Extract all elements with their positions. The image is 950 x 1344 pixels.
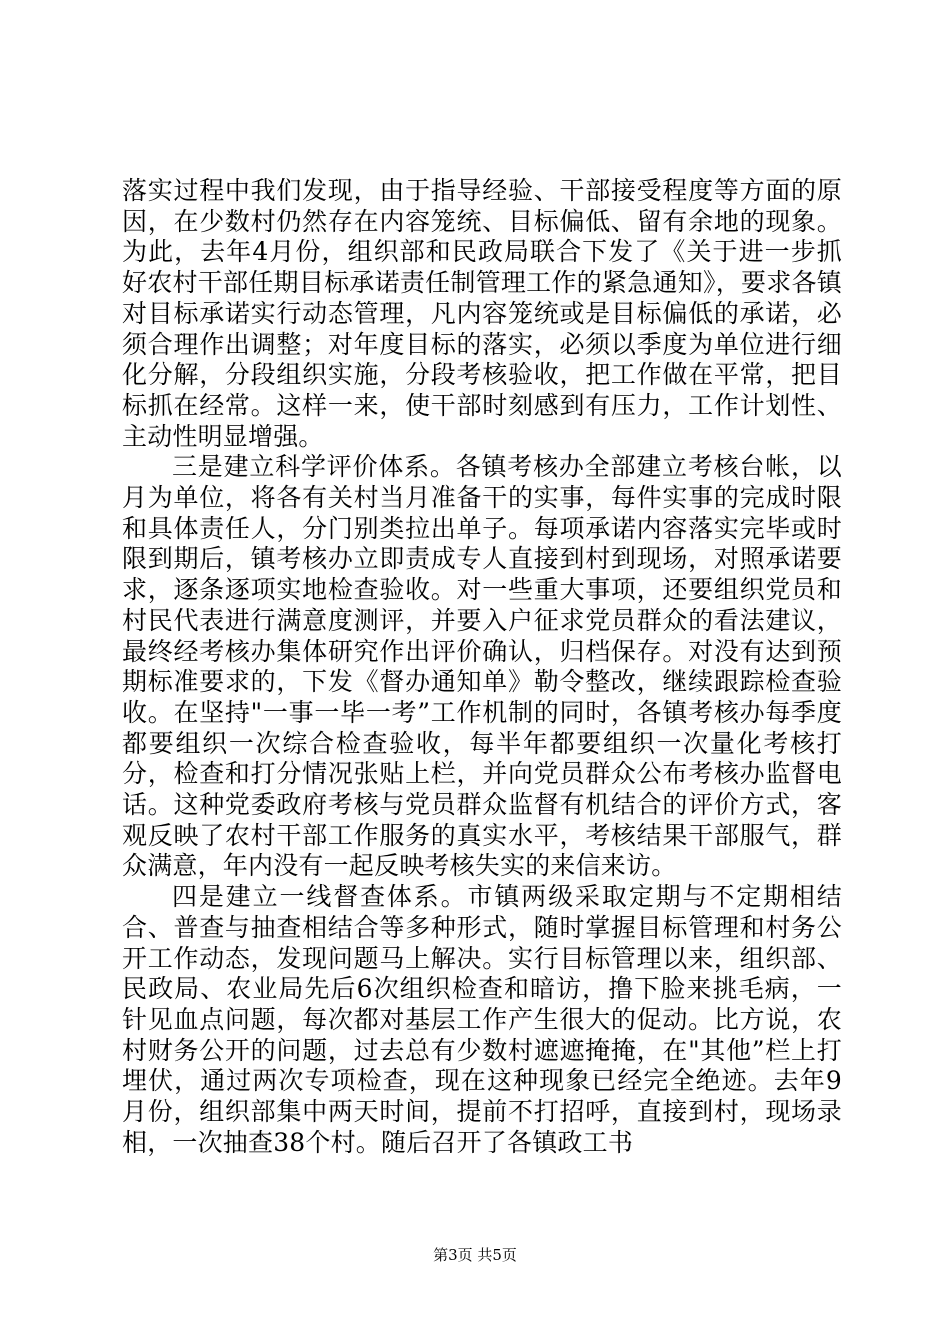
page-footer: 第3页 共5页 bbox=[433, 1246, 517, 1264]
paragraph-1: 落实过程中我们发现，由于指导经验、干部接受程度等方面的原因，在少数村仍然存在内容笼统、目标偏低、留有余地的现象。为此，去年4月份，组织部和民政局联合下发了《关于进一步抓好农村干部任期目标承诺责任制管理工作的紧急通知》，要求各镇对目标承诺实行动态管理，凡内容笼统或是目标偏低的承诺，必须合理作出调整；对年度目标的落实，必须以季度为单位进行细化分解，分段组织实施，分段考核验收，把工作做在平常，把目标抓在经常。这样一来，使干部时刻感到有压力，工作计划性、主动性明显增强。 bbox=[122, 176, 842, 451]
document-body bbox=[122, 176, 842, 1159]
paragraph-3: 四是建立一线督查体系。市镇两级采取定期与不定期相结合、普查与抽查相结合等多种形式，随时掌握目标管理和村务公开工作动态，发现问题马上解决。实行目标管理以来，组织部、民政局、农业局先后6次组织检查和暗访，撸下脸来挑毛病，一针见血点问题，每次都对基层工作产生很大的促动。比方说，农村财务公开的问题，过去总有少数村遮遮掩掩，在"其他”栏上打埋伏，通过两次专项检查，现在这种现象已经完全绝迹。去年9月份，组织部集中两天时间，提前不打招呼，直接到村，现场录相，一次抽查38个村。随后召开了各镇政工书 bbox=[122, 882, 842, 1157]
paragraph-2: 三是建立科学评价体系。各镇考核办全部建立考核台帐，以月为单位，将各有关村当月准备干的实事，每件实事的完成时限和具体责任人，分门别类拉出单子。每项承诺内容落实完毕或时限到期后，镇考核办立即责成专人直接到村到现场，对照承诺要求，逐条逐项实地检查验收。对一些重大事项，还要组织党员和村民代表进行满意度测评，并要入户征求党员群众的看法建议，最终经考核办集体研究作出评价确认，归档保存。对没有达到预期标准要求的，下发《督办通知单》勒令整改，继续跟踪检查验收。在坚持"一事一毕一考”工作机制的同时，各镇考核办每季度都要组织一次综合检查验收，每半年都要组织一次量化考核打分，检查和打分情况张贴上栏，并向党员群众公布考核办监督电话。这种党委政府考核与党员群众监督有机结合的评价方式，客观反映了农村干部工作服务的真实水平，考核结果干部服气，群众满意，年内没有一起反映考核失实的来信来访。 bbox=[122, 452, 842, 881]
